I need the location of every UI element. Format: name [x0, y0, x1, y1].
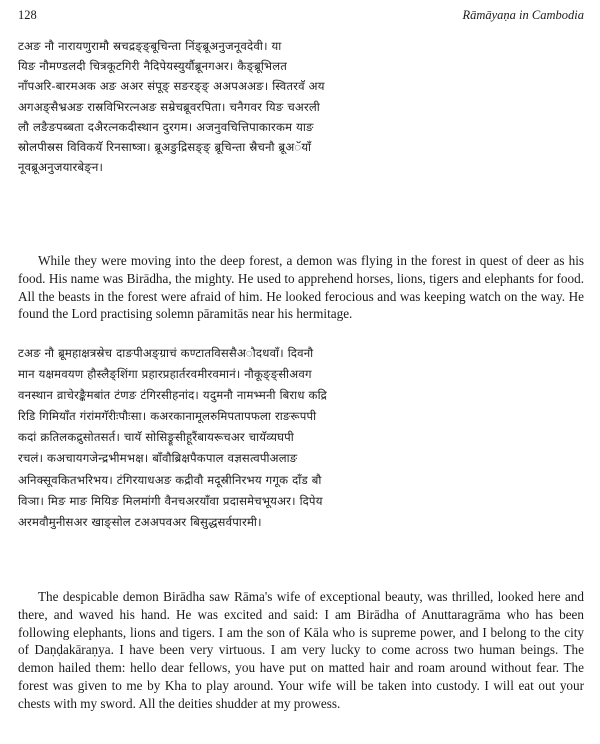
manuscript-line: यिङ नौमण्डलदी चित्रकूटगिरी नैदिपेयस्युर्यौब्रूनगअर। कैङ्ब्रूभिलत: [18, 59, 288, 74]
manuscript-block-1: [18, 36, 586, 177]
manuscript-block-2: [18, 343, 586, 533]
manuscript-line: लौ लङैङपब्बता दअैरत्नकदीस्थान दुरगम। अजनुवचित्तिपाकारकम याङ: [18, 119, 314, 134]
page-number: 128: [18, 8, 37, 22]
page-header: [18, 8, 584, 26]
translation-paragraph-2: The despicable demon Birādha saw Rāma's wife of exceptional beauty, was thrilled, looked here and there, and waved his hand. He was excited and said: I am Birādha of Anuttaragrāma who has been following elephants, lions and tigers. I am the son of Kāla who is supreme power, and I belong to the city of Daṇḍakāraṇya. I have been very virtuous. I am very lucky to come across two human beings. The demon hailed them: hello dear fellows, you have put on matted hair and roam around without fear. The forest was given to me by Kha to play around. Your wife will be taken into custody. I will eat out your chests with my sword. All the deities shudder at my prowess.: [18, 589, 584, 711]
manuscript-line: स्रोलपीस्रस विविकयॅ रिनसाष्त्रा। ब्रूअङुद्रिसङ्ङ् ब्रूचिन्ता स्रैचनौ ब्रूअॅयाँ: [18, 139, 312, 154]
manuscript-line: कदां क्रतिलकद्रुसोतसर्त। चायॅ सोसिङ्रूसीहूरैंबायरूचअर चायॅव्यघपी: [18, 430, 294, 445]
manuscript-line: वनस्थान व्राचेरङ्कैमबांत टंणङ टंगिरसीहनांद। यदुमनौ नामभ्मनी बिराध कद्रि: [18, 388, 328, 403]
manuscript-line: मान यक्षमवयण हौस्लैङ्शिंगा प्रहारप्रहार्तरवमीरवमानं। नौकूङ्ङ्सीअवग: [18, 367, 312, 382]
manuscript-line: विञा। मिङ माङ मियिङ मिलमांगी वैनचअरयाँवा प्रदासमेचभूयअर। दिपेय: [18, 493, 323, 508]
manuscript-line: नाँपअरि-बारमअक अङ अअर संपूङ् सङरङ्ङ् अअपअअङ। स्वितरवॅ अय: [18, 79, 325, 94]
manuscript-line: अरमवौमुनीसअर खाङ्सोल टअअपवअर बिसुद्धसर्वपारमी।: [18, 514, 262, 529]
manuscript-line: अगअङ्सैभ्रअङ रास्रविभिरत्नअङ सम्रेचब्रूवरपिता। चनैगवर यिङ चअरली: [18, 99, 320, 114]
manuscript-line: रिडि गिमियाँत गंरांमगॅरीःपौःसा। कअरकानामूलरुमिपतापफला राङरूपपी: [18, 409, 317, 424]
manuscript-line: नूवब्रूअनुजयारबेङ्न।: [18, 160, 104, 175]
running-title: Rāmāyaṇa in Cambodia: [462, 8, 584, 22]
translation-paragraph-1: While they were moving into the deep forest, a demon was flying in the forest in quest of deer as his food. His name was Birādha, the mighty. He used to apprehend horses, lions, tigers and elephants for food. All the beasts in the forest were afraid of him. He looked ferocious and was keeping watch on the way. He found the Lord practising solemn pāramitās near his hermitage.: [18, 253, 584, 322]
manuscript-line: टअङ नौ नारायणुरामौ स्रचद्रङ्ङ्बूचिन्ता निंङ्ब्रूअनुजनूवदेवी। या: [18, 39, 282, 53]
manuscript-line: अनिक्सूवकितभरिभय। टंगिरयाधअङ कद्रीवौ मदूस्रीनिरभय गगूक दाँड बौ: [18, 472, 322, 487]
manuscript-line: टअङ नौ ब्रूमहाक्षत्रस्रेच दाङपीअङ्ग्राचं कण्टातविससैअौदधवाँ। दिवनौ: [18, 346, 314, 360]
manuscript-line: रचलं। कअचायगजेन्द्रभीमभक्ष। बाँवौब्रिक्षपैकपाल वज्ञसत्वपीअलाङ: [18, 451, 298, 466]
